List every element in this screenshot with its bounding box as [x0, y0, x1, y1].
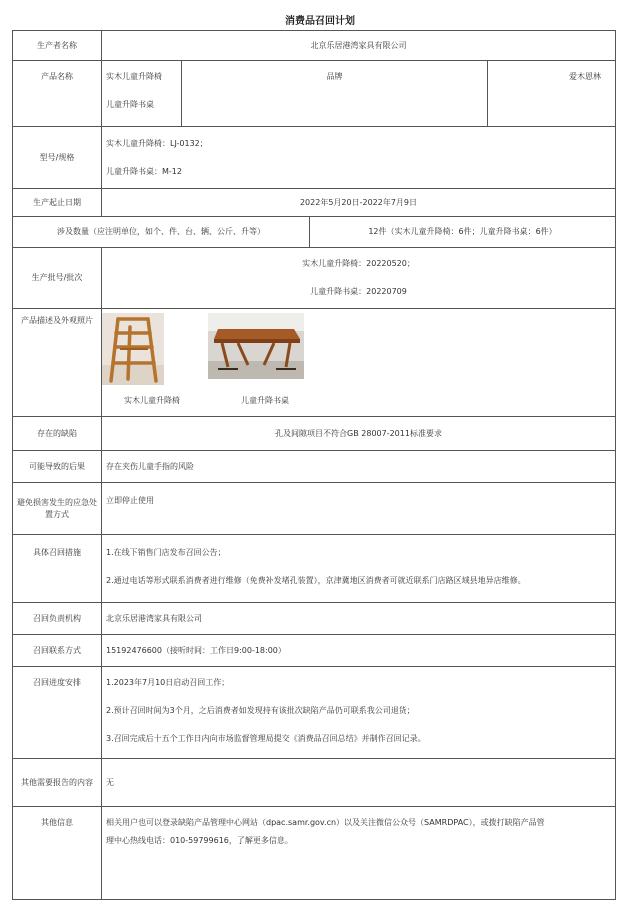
desk-photo: [208, 313, 304, 379]
product-row: [13, 61, 616, 127]
schedule-value: [102, 667, 616, 759]
emergency-label: 避免损害发生的应急处置方式: [13, 483, 102, 535]
model-label: 型号/规格: [13, 127, 102, 189]
org-row: [13, 603, 616, 635]
quantity-value: 12件（实木儿童升降椅：6件；儿童升降书桌：6件）: [310, 217, 616, 248]
org-value: 北京乐居港湾家具有限公司: [102, 603, 616, 635]
schedule-label: 召回进度安排: [13, 667, 102, 759]
batch-label: 生产批号/批次: [13, 248, 102, 309]
photos-row: [13, 309, 616, 417]
page-title: 消费品召回计划: [285, 16, 355, 27]
period-value: 2022年5月20日-2022年7月9日: [102, 189, 616, 217]
quantity-row: [13, 217, 616, 248]
other-report-value: 无: [102, 759, 616, 807]
photos-cell: [102, 309, 616, 417]
product-name-chair: 实木儿童升降椅: [106, 72, 162, 81]
other-info-label: 其他信息: [13, 807, 102, 900]
product-names: [102, 61, 182, 127]
recall-plan-table: [12, 30, 616, 900]
other-info-row: [13, 807, 616, 900]
other-report-label: 其他需要报告的内容: [13, 759, 102, 807]
measure-line-1: 1.在线下销售门店发布召回公告；: [106, 548, 226, 557]
emergency-value: 立即停止使用: [102, 483, 616, 535]
chair-photo-block: [102, 313, 164, 385]
other-report-row: [13, 759, 616, 807]
model-row: [13, 127, 616, 189]
manufacturer-row: [13, 31, 616, 61]
defect-label: 存在的缺陷: [13, 417, 102, 451]
model-line-chair: 实木儿童升降椅：LJ-0132；: [106, 138, 208, 148]
photos-label: 产品描述及外观照片: [13, 309, 102, 417]
measures-row: [13, 535, 616, 603]
org-label: 召回负责机构: [13, 603, 102, 635]
batch-value: [102, 248, 616, 309]
contact-value: 15192476600（接听时间：工作日9:00-18:00）: [102, 635, 616, 667]
period-row: [13, 189, 616, 217]
schedule-line-2: 2.预计召回时间为3个月，之后消费者如发现持有该批次缺陷产品仍可联系我公司退货；: [106, 706, 415, 715]
consequence-value: 存在夹伤儿童手指的风险: [102, 451, 616, 483]
model-value: [102, 127, 616, 189]
chair-photo: [102, 313, 164, 385]
consequence-row: [13, 451, 616, 483]
schedule-line-1: 1.2023年7月10日启动召回工作；: [106, 678, 230, 687]
manufacturer-label: 生产者名称: [13, 31, 102, 61]
desk-photo-block: [208, 313, 304, 379]
desk-caption: 儿童升降书桌: [241, 396, 289, 405]
manufacturer-value: 北京乐居港湾家具有限公司: [102, 31, 616, 61]
product-name-desk: 儿童升降书桌: [106, 100, 154, 109]
brand-value: 爱木恩林: [488, 61, 616, 127]
measures-value: [102, 535, 616, 603]
defect-value: 孔及间隙项目不符合GB 28007-2011标准要求: [102, 417, 616, 451]
measures-label: 具体召回措施: [13, 535, 102, 603]
batch-row: [13, 248, 616, 309]
brand-label: 品牌: [182, 61, 488, 127]
consequence-label: 可能导致的后果: [13, 451, 102, 483]
other-info-value: [102, 807, 616, 900]
emergency-row: [13, 483, 616, 535]
measure-line-2: 2.通过电话等形式联系消费者进行维修（免费补发堵孔装置），京津冀地区消费者可就近联系门店路区域县地异店维修。: [106, 576, 526, 585]
contact-label: 召回联系方式: [13, 635, 102, 667]
schedule-row: [13, 667, 616, 759]
other-info-line-1: 相关用户也可以登录缺陷产品管理中心网站（dpac.samr.gov.cn）以及关注微信公众号（SAMRDPAC），或拨打缺陷产品管: [106, 818, 545, 827]
chair-caption: 实木儿童升降椅: [124, 396, 180, 405]
model-line-desk: 儿童升降书桌：M-12: [106, 166, 182, 176]
quantity-label: 涉及数量（应注明单位，如个、件、台、辆、公斤、升等）: [13, 217, 310, 248]
contact-row: [13, 635, 616, 667]
product-label: 产品名称: [13, 61, 102, 127]
batch-line-chair: 实木儿童升降椅：20220520；: [302, 259, 415, 268]
batch-line-desk: 儿童升降书桌：20220709: [310, 287, 407, 296]
other-info-line-2: 理中心热线电话：010-59799616，了解更多信息。: [106, 836, 293, 845]
period-label: 生产起止日期: [13, 189, 102, 217]
defect-row: [13, 417, 616, 451]
schedule-line-3: 3.召回完成后十五个工作日内向市场监督管理局提交《消费品召回总结》并制作召回记录。: [106, 734, 426, 743]
